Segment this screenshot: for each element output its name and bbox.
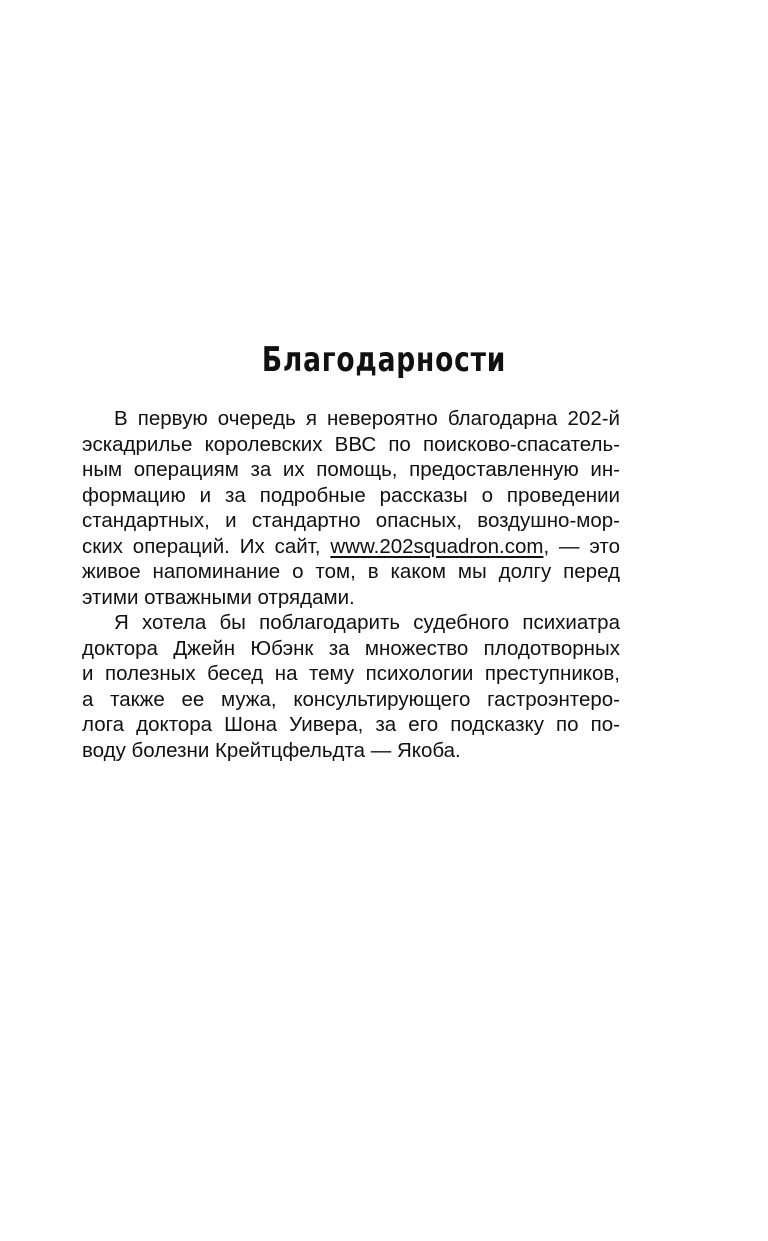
text-line-with-link (82, 534, 620, 560)
text-line: и полезных бесед на тему психологии преступников, (82, 662, 620, 685)
text-line: живое напоминание о том, в каком мы долгу перед (82, 560, 620, 583)
text-line: формацию и за подробные рассказы о проведении (82, 483, 620, 507)
text-line: воду болезни Крейтцфельдта — Якоба. (82, 738, 461, 762)
text-line: этими отважными отрядами. (82, 585, 355, 609)
page-title: Благодарности (261, 340, 507, 380)
text-line: эскадрилье королевских ВВС по поисково-спасатель- (82, 432, 620, 456)
paragraph-2 (82, 610, 620, 763)
text-line: ным операциям за их помощь, предоставленную ин- (82, 458, 620, 481)
text-line: стандартных, и стандартно опасных, воздушно-мор- (82, 509, 620, 532)
text-line: а также ее мужа, консультирующего гастроэнтеро- (82, 687, 620, 711)
acknowledgements-text (82, 406, 620, 763)
text-fragment: ских операций. Их сайт, (82, 534, 331, 558)
text-line: Я хотела бы поблагодарить судебного психиатра (114, 611, 620, 634)
text-fragment: , — это (543, 534, 620, 558)
text-line: лога доктора Шона Уивера, за его подсказку по по- (82, 713, 620, 736)
paragraph-1 (82, 406, 620, 610)
text-line: В первую очередь я невероятно благодарна 202-й (114, 407, 620, 430)
website-link[interactable]: www.202squadron.com (330, 534, 544, 558)
text-line: доктора Джейн Юбэнк за множество плодотворных (82, 636, 620, 660)
